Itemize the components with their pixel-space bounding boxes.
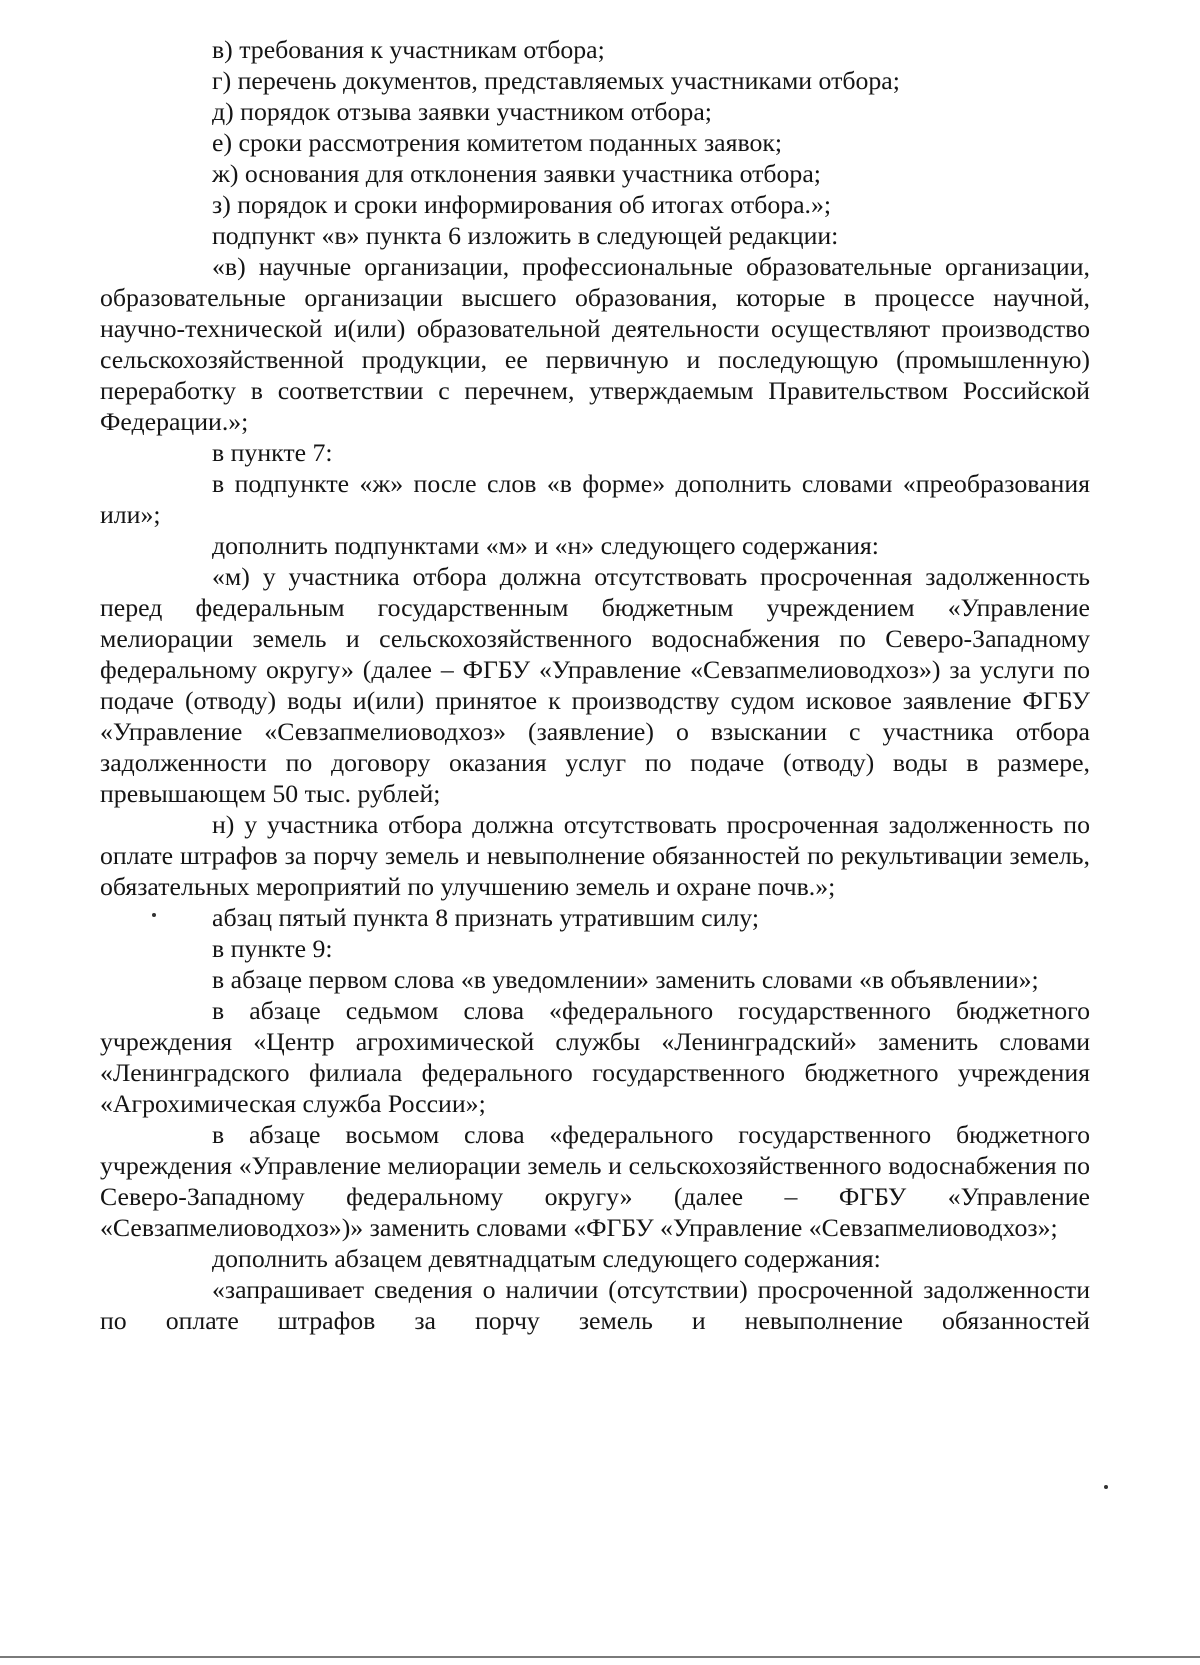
- amendment-text-paragraph: «м) у участника отбора должна отсутствовать просроченная задолженность перед федеральным государственным бюджетным учреждением «Управление мелиорации земель и сельскохозяйственного водоснабжения по Северо-Западному федеральному округу» (далее – ФГБУ «Управление «Севзапмелиоводхоз») за услуги по подаче (отводу) воды и(или) принятое к производству судом исковое заявление ФГБУ «Управление «Севзапмелиоводхоз» (заявление) о взыскании с участника отбора задолженности по договору оказания услуг по подаче (отводу) воды в размере, превышающем 50 тыс. рублей;: [100, 562, 1090, 808]
- amendment-text-paragraph: в подпункте «ж» после слов «в форме» дополнить словами «преобразования или»;: [100, 469, 1090, 529]
- amendment-instruction: дополнить подпунктами «м» и «н» следующего содержания:: [212, 531, 879, 560]
- list-item-d: д) порядок отзыва заявки участником отбора;: [212, 97, 712, 126]
- scan-speck: [152, 913, 156, 917]
- list-item-v: в) требования к участникам отбора;: [212, 35, 605, 64]
- amendment-instruction: абзац пятый пункта 8 признать утратившим силу;: [212, 903, 760, 932]
- list-item-zh: ж) основания для отклонения заявки участника отбора;: [212, 159, 821, 188]
- scan-speck: [1104, 1485, 1108, 1489]
- list-item-z: з) порядок и сроки информирования об итогах отбора.»;: [212, 190, 832, 219]
- amendment-text-paragraph: в абзаце восьмом слова «федерального государственного бюджетного учреждения «Управление мелиорации земель и сельскохозяйственного водоснабжения по Северо-Западному федеральному округу» (далее – ФГБУ «Управление «Севзапмелиоводхоз»)» заменить словами «ФГБУ «Управление «Севзапмелиоводхоз»;: [100, 1120, 1090, 1242]
- amendment-text-paragraph: в абзаце седьмом слова «федерального государственного бюджетного учреждения «Центр агрохимической службы «Ленинградский» заменить словами «Ленинградского филиала федерального государственного бюджетного учреждения «Агрохимическая служба России»;: [100, 996, 1090, 1118]
- amendment-instruction: подпункт «в» пункта 6 изложить в следующей редакции:: [212, 221, 839, 250]
- amendment-instruction: в пункте 9:: [212, 934, 333, 963]
- amendment-instruction: дополнить абзацем девятнадцатым следующего содержания:: [212, 1244, 881, 1273]
- list-item-e: е) сроки рассмотрения комитетом поданных заявок;: [212, 128, 783, 157]
- scan-edge-line: [0, 1656, 1200, 1658]
- amendment-instruction: в пункте 7:: [212, 438, 333, 467]
- amendment-text-paragraph: в абзаце первом слова «в уведомлении» заменить словами «в объявлении»;: [212, 965, 1039, 994]
- document-page: [100, 34, 1090, 1336]
- amendment-text-paragraph: «в) научные организации, профессиональные образовательные организации, образовательные организации высшего образования, которые в процессе научной, научно-технической и(или) образовательной деятельности осуществляют производство сельскохозяйственной продукции, ее первичную и последующую (промышленную) переработку в соответствии с перечнем, утверждаемым Правительством Российской Федерации.»;: [100, 252, 1090, 436]
- amendment-text-paragraph: н) у участника отбора должна отсутствовать просроченная задолженность по оплате штрафов за порчу земель и невыполнение обязанностей по рекультивации земель, обязательных мероприятий по улучшению земель и охране почв.»;: [100, 810, 1090, 901]
- amendment-text-paragraph: «запрашивает сведения о наличии (отсутствии) просроченной задолженности по оплате штрафов за порчу земель и невыполнение обязанностей: [100, 1275, 1090, 1335]
- list-item-g: г) перечень документов, представляемых участниками отбора;: [212, 66, 900, 95]
